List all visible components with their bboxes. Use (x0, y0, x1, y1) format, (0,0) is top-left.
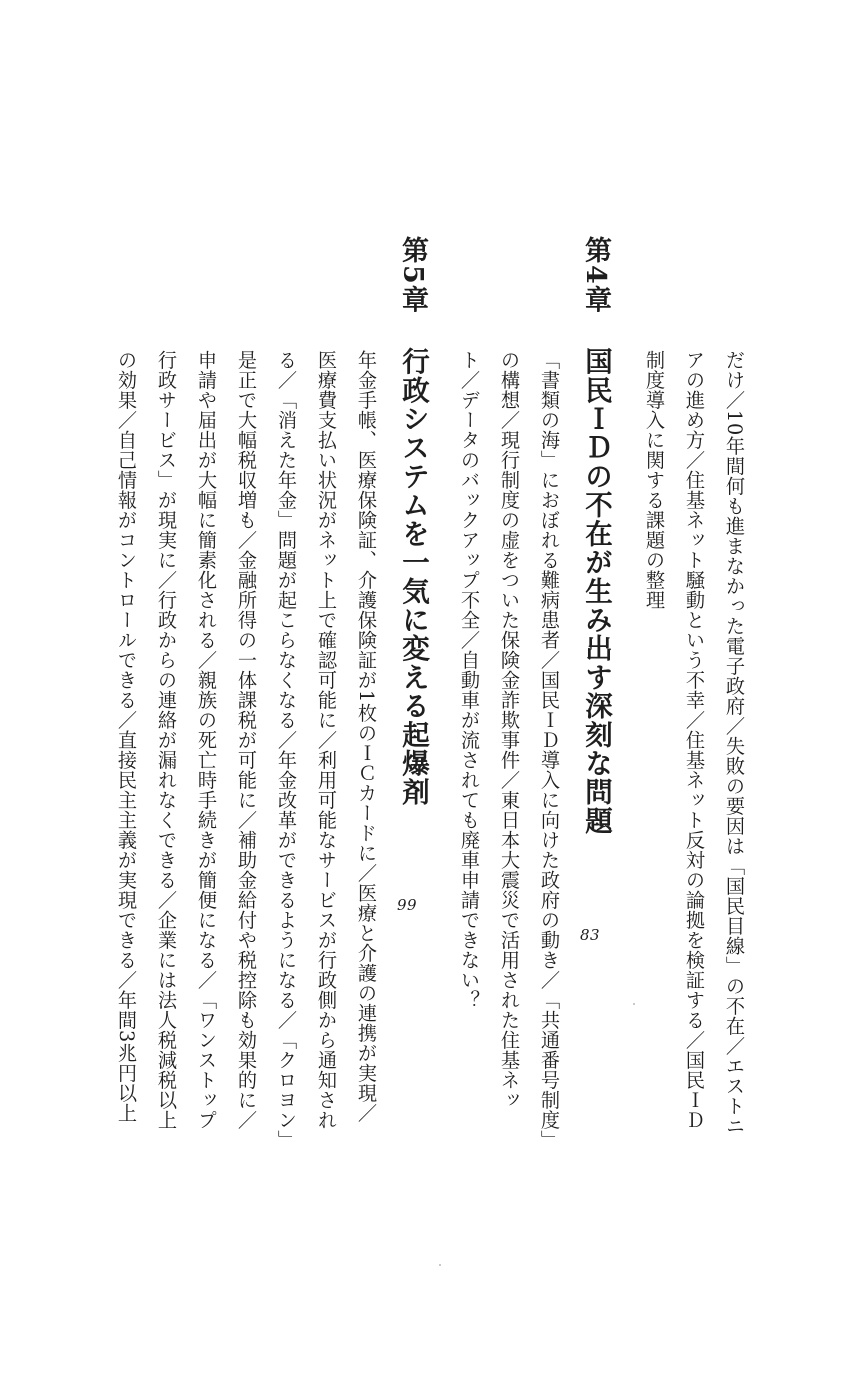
chapter5-line-7: の効果／自己情報がコントロールできる／直接民主主義が実現できる／年間3兆円以上 (115, 350, 138, 1124)
chapter5-line-2: 医療費支払い状況がネット上で確認可能に／利用可能なサービスが行政側から通知され (315, 350, 338, 1130)
scan-speck (633, 1003, 635, 1005)
chapter5-line-1: 年金手帳、医療保険証、介護保険証が1枚のＩＣカードに／医療と介護の連携が実現／ (355, 350, 378, 1124)
chapter5-title: 行政システムを一気に変える起爆剤 (397, 347, 429, 807)
chapter4-page-number: 83 (580, 926, 601, 944)
chapter4-label: 第4章 (580, 236, 611, 315)
chapter5-line-6: 行政サービス」が現実に／行政からの連絡が漏れなくできる／企業には法人税減税以上 (155, 350, 178, 1130)
prev-line-1: だけ／10年間何も進まなかった電子政府／失敗の要因は「国民目線」の不在／エストニ (723, 350, 746, 1137)
chapter5-line-4: 是正で大幅税収増も／金融所得の一体課税が可能に／補助金給付や税控除も効果的に／ (235, 350, 258, 1130)
chapter5-label: 第5章 (397, 236, 428, 315)
chapter5-line-3: る／「消えた年金」問題が起こらなくなる／年金改革ができるようになる／「クロヨン」 (275, 350, 298, 1150)
chapter4-line-1: 「書類の海」におぼれる難病患者／国民ＩＤ導入に向けた政府の動き／「共通番号制度」 (538, 350, 561, 1150)
chapter4-title: 国民ＩＤの不在が生み出す深刻な問題 (580, 347, 612, 835)
prev-line-2: アの進め方／住基ネット騒動という不幸／住基ネット反対の論拠を検証する／国民ＩＤ (683, 350, 706, 1130)
prev-line-3: 制度導入に関する課題の整理 (643, 350, 666, 610)
chapter5-page-number: 99 (397, 896, 418, 914)
scan-speck (439, 1264, 441, 1266)
chapter5-line-5: 申請や届出が大幅に簡素化される／親族の死亡時手続きが簡便になる／「ワンストップ (195, 350, 218, 1130)
chapter4-line-3: ト／データのバックアップ不全／自動車が流されても廃車申請できない？ (458, 350, 481, 1010)
chapter4-line-2: の構想／現行制度の虚をついた保険金詐欺事件／東日本大震災で活用された住基ネッ (498, 350, 521, 1110)
